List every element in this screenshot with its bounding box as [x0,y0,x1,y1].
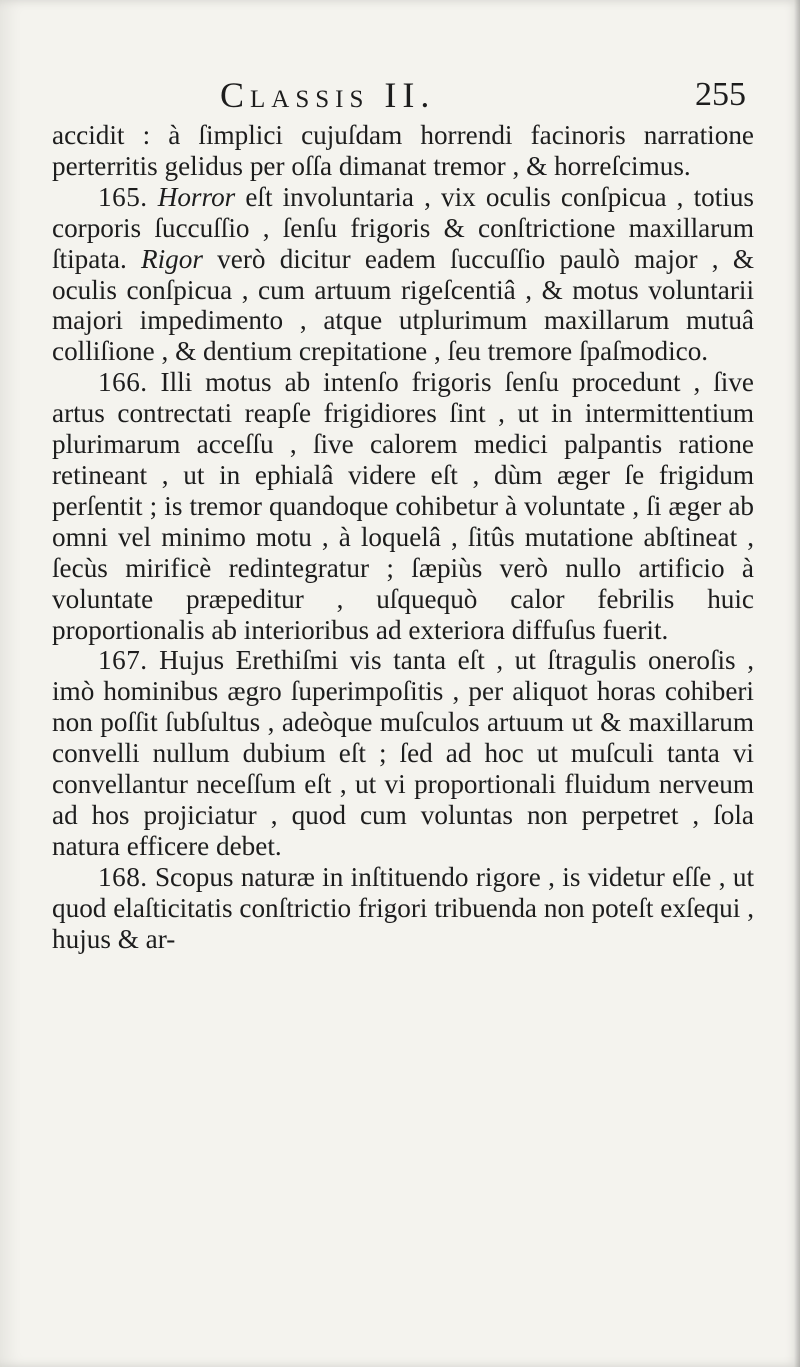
paragraph-text: Scopus naturæ in inſtituendo rigore , is videtur eſſe , ut quod elaſticitatis conſtrictio frigori tribuenda non poteſt exſequi , hujus & ar- [52,861,754,954]
body-text [52,120,754,954]
paragraph-number: 166. [98,367,148,398]
paragraph-168 [52,862,754,955]
running-head-title: Classis II. [220,75,436,115]
paragraph-text: accidit : à ſimplici cujuſdam horrendi facinoris narratione perterritis gelidus per oſſa dimanat tremor , & horreſcimus. [52,120,754,181]
paragraph-number: 167. [98,645,148,676]
italic-term: Rigor [140,243,203,274]
paragraph-number: 165. [98,181,148,212]
running-head [52,72,754,118]
paragraph-number: 168. [98,861,148,892]
paragraph-text: Illi motus ab intenſo frigoris ſenſu procedunt , ſive artus contrectati reapſe frigidiores ſint , ut in intermittentium plurimarum acceſſu , ſive calorem medici palpantis ratione retineant , ut in ephialâ videre eſt , dùm æger ſe frigidum perſentit ; is tremor quandoque cohibetur à voluntate , ſi æger ab omni vel minimo motu , à loquelâ , ſitûs mutatione abſtineat , ſecùs mirificè redintegratur ; ſæpiùs verò nullo artificio à voluntate præpeditur , uſquequò calor febrilis huic proportionalis ab interioribus ad exteriora diffuſus fuerit. [52,367,754,645]
paragraph-166 [52,367,754,645]
paragraph-continuation [52,120,754,182]
italic-term: Horror [157,181,236,212]
paragraph-text: verò dicitur eadem ſuccuſſio paulò major , & oculis conſpicua , cum artuum rigeſcentiâ , & motus voluntarii majori impedimento , atque utplurimum maxillarum mutuâ colliſione , & dentium crepitatione , ſeu tremore ſpaſmodico. [52,243,754,367]
page-number: 255 [695,76,746,113]
paragraph-167 [52,645,754,861]
paragraph-text: Hujus Erethiſmi vis tanta eſt , ut ſtragulis oneroſis , imò hominibus ægro ſuperimpoſitis , per aliquot horas cohiberi non poſſit ſubſultus , adeòque muſculos artuum ut & maxillarum convelli nullum dubium eſt ; ſed ad hoc ut muſculi tanta vi convellantur neceſſum eſt , ut vi proportionali fluidum nerveum ad hos projiciatur , quod cum voluntas non perpetret , ſola natura efficere debet. [52,645,754,861]
text-block [52,72,754,954]
paragraph-text: eſt involuntaria , vix oculis conſpicua , totius corporis ſuccuſſio , ſenſu frigoris & conſtrictione maxillarum ſtipata. [52,181,755,274]
paragraph-165 [52,182,754,367]
